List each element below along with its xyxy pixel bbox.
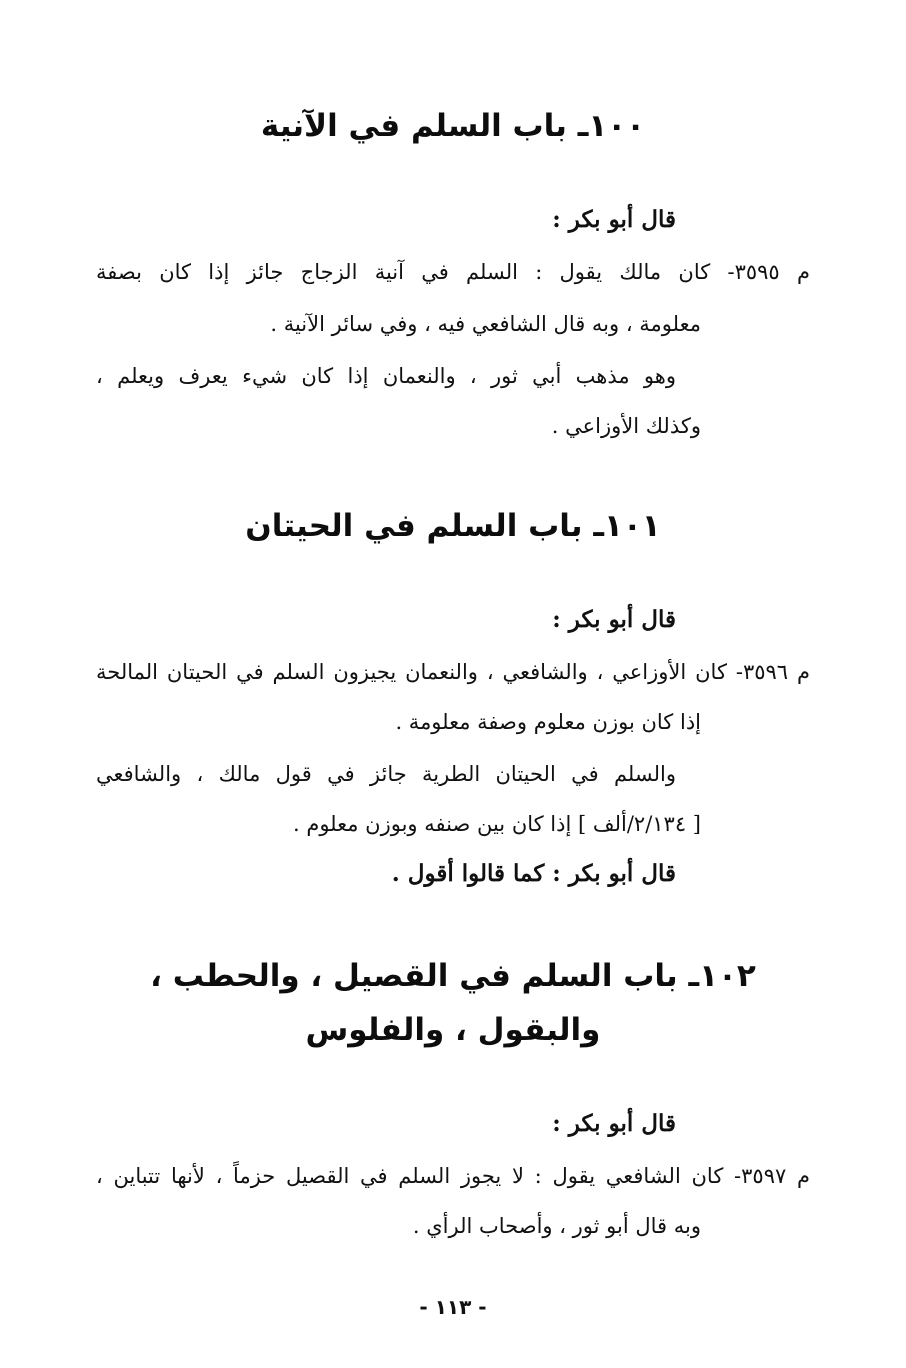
chapter-heading-102-line2: والبقول ، والفلوس (305, 1012, 601, 1048)
text-line-3597-b: وبه قال أبو ثور ، وأصحاب الرأي . (412, 1214, 701, 1238)
text-line-3595-c: وهو مذهب أبي ثور ، والنعمان إذا كان شيء يعرف ويعلم ، (96, 364, 676, 388)
text-line-3595-a: م ٣٥٩٥- كان مالك يقول : السلم في آنية الزجاج جائز إذا كان بصفة (96, 260, 810, 284)
page-number: - ١١٣ - (419, 1295, 487, 1319)
text-line-3596-d: [ ٢/١٣٤/ألف ] إذا كان بين صنفه وبوزن معلوم . (292, 812, 701, 836)
text-line-3596-b: إذا كان بوزن معلوم وصفة معلومة . (395, 710, 701, 734)
text-line-3596-a: م ٣٥٩٦- كان الأوزاعي ، والشافعي ، والنعمان يجيزون السلم في الحيتان المالحة (96, 660, 810, 684)
text-line-3596-c: والسلم في الحيتان الطرية جائز في قول مالك ، والشافعي (96, 762, 676, 786)
chapter-heading-101: ١٠١ـ باب السلم في الحيتان (245, 508, 661, 544)
text-line-3595-d: وكذلك الأوزاعي . (551, 414, 701, 438)
chapter-heading-102-line1: ١٠٢ـ باب السلم في القصيل ، والحطب ، (150, 958, 756, 994)
closing-line: قال أبو بكر : كما قالوا أقول . (391, 860, 676, 887)
text-line-3595-b: معلومة ، وبه قال الشافعي فيه ، وفي سائر الآنية . (270, 312, 701, 336)
speaker-line: قال أبو بكر : (552, 606, 676, 633)
speaker-line: قال أبو بكر : (552, 1110, 676, 1137)
speaker-line: قال أبو بكر : (552, 206, 676, 233)
text-line-3597-a: م ٣٥٩٧- كان الشافعي يقول : لا يجوز السلم في القصيل حزماً ، لأنها تتباين ، (96, 1164, 810, 1188)
chapter-heading-100: ١٠٠ـ باب السلم في الآنية (260, 108, 646, 144)
